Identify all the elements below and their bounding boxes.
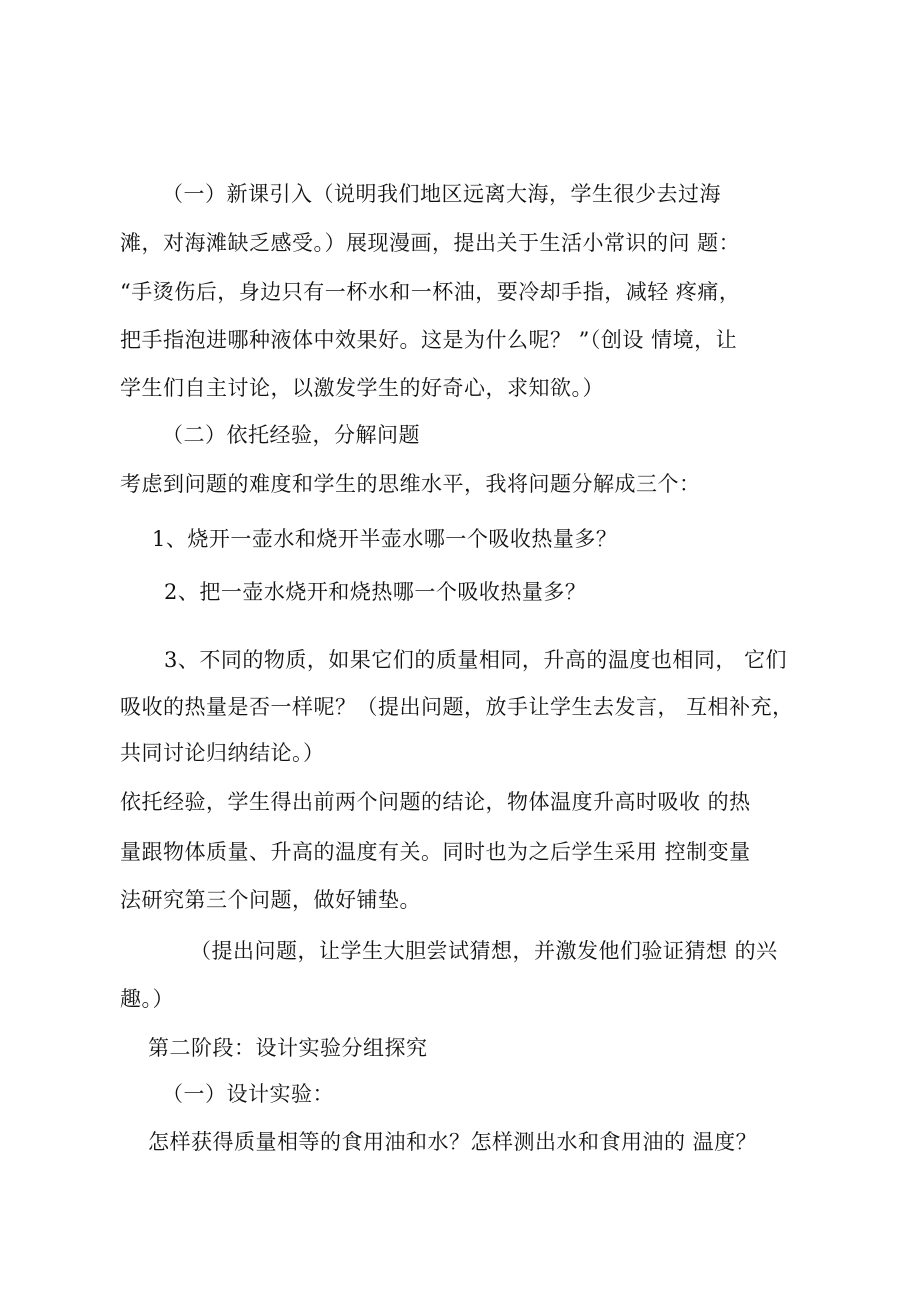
paragraph-line-12: 共同讨论归纳结论。） <box>120 741 325 765</box>
paragraph-line-3: “手烫伤后，身边只有一杯水和一杯油，要冷却手指，减轻 疼痛， <box>120 280 741 304</box>
paragraph-line-2: 滩，对海滩缺乏感受。）展现漫画，提出关于生活小常识的问 题： <box>120 231 741 255</box>
paragraph-line-5: 学生们自主讨论，以激发学生的好奇心，求知欲。） <box>120 376 604 400</box>
section-heading-1-2: （二）依托经验，分解问题 <box>162 423 420 447</box>
question-item-1: 1、烧开一壶水和烧开半壶水哪一个吸收热量多？ <box>152 527 618 551</box>
paragraph-line-17: 趣。） <box>120 987 174 1011</box>
paragraph-line-15: 法研究第三个问题，做好铺垫。 <box>120 888 421 912</box>
paragraph-line-1: （一）新课引入（说明我们地区远离大海，学生很少去过海 <box>162 182 721 206</box>
section-heading-2-1: （一）设计实验： <box>162 1082 334 1106</box>
question-item-2: 2、把一壶水烧开和烧热哪一个吸收热量多？ <box>164 580 587 604</box>
paragraph-line-20: 怎样获得质量相等的食用油和水？怎样测出水和食用油的 温度？ <box>148 1130 758 1154</box>
stage-heading-2: 第二阶段：设计实验分组探究 <box>148 1036 428 1060</box>
paragraph-line-14: 量跟物体质量、升高的温度有关。同时也为之后学生采用 控制变量 <box>120 840 751 864</box>
paragraph-line-13: 依托经验，学生得出前两个问题的结论，物体温度升高时吸收 的热 <box>120 790 751 814</box>
paragraph-line-11: 吸收的热量是否一样呢？（提出问题，放手让学生去发言， 互相补充， <box>120 695 794 719</box>
paragraph-line-4: 把手指泡进哪种液体中效果好。这是为什么呢？ ”（创设 情境，让 <box>120 328 738 352</box>
paragraph-line-7: 考虑到问题的难度和学生的思维水平，我将问题分解成三个： <box>120 472 701 496</box>
paragraph-line-16: （提出问题，让学生大胆尝试猜想，并激发他们验证猜想 的兴 <box>190 939 778 963</box>
question-item-3: 3、不同的物质，如果它们的质量相同，升高的温度也相同， 它们 <box>164 648 788 672</box>
